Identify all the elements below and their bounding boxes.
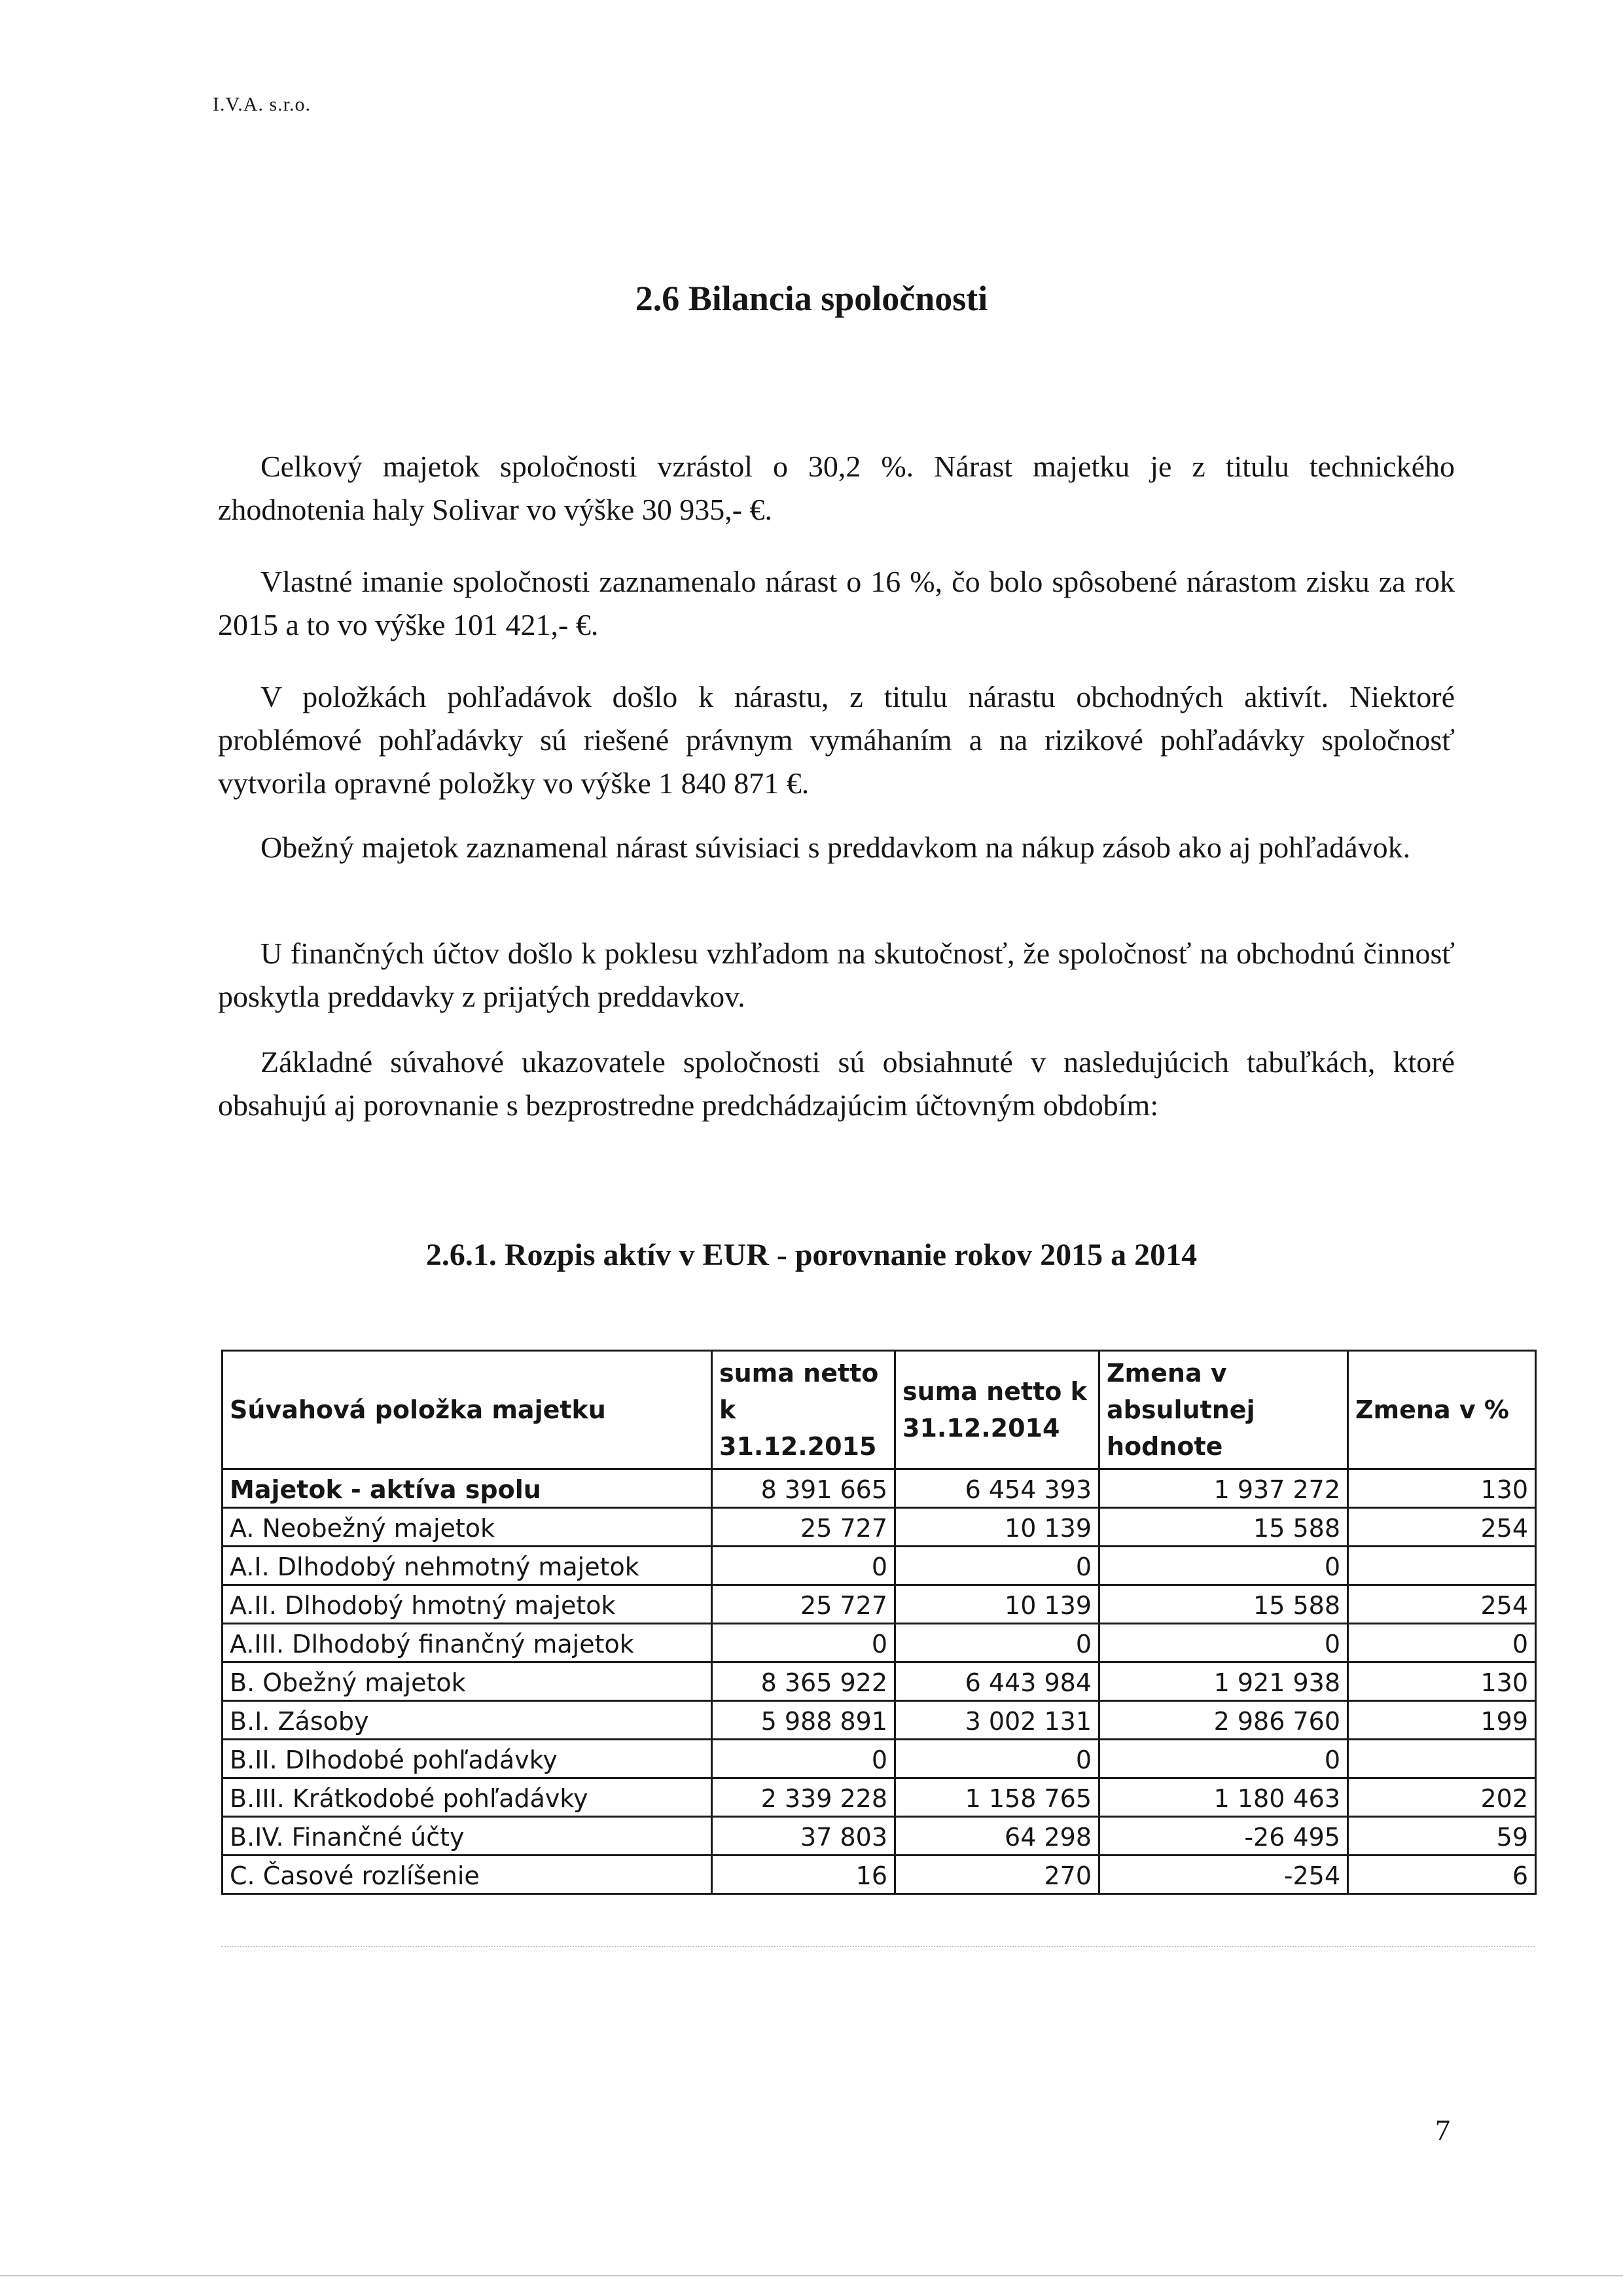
cell-pct-change: 202 (1348, 1778, 1536, 1817)
cell-2014: 0 (895, 1547, 1099, 1585)
cell-abs-change: 0 (1099, 1740, 1348, 1778)
cell-2014: 1 158 765 (895, 1778, 1099, 1817)
cell-2014: 3 002 131 (895, 1701, 1099, 1740)
scan-bottom-edge (0, 2275, 1623, 2276)
cell-pct-change: 254 (1348, 1585, 1536, 1624)
paragraph-6: Základné súvahové ukazovatele spoločnosti sú obsiahnuté v nasledujúcich tabuľkách, ktoré obsahujú aj porovnanie s bezprostredne predchádzajúcim účtovným obdobím: (218, 1045, 1455, 1122)
cell-2014: 10 139 (895, 1585, 1099, 1624)
table-header-row (223, 1351, 1536, 1469)
cell-abs-change: 2 986 760 (1099, 1701, 1348, 1740)
cell-2015: 8 391 665 (712, 1469, 895, 1508)
cell-2015: 0 (712, 1624, 895, 1662)
cell-2014: 270 (895, 1856, 1099, 1894)
cell-abs-change: 15 588 (1099, 1585, 1348, 1624)
cell-pct-change (1348, 1547, 1536, 1585)
row-label: Majetok - aktíva spolu (223, 1469, 712, 1508)
row-label: A. Neobežný majetok (223, 1508, 712, 1547)
table-row (223, 1585, 1536, 1624)
table-row (223, 1817, 1536, 1856)
table-row (223, 1469, 1536, 1508)
cell-pct-change: 59 (1348, 1817, 1536, 1856)
table-row (223, 1508, 1536, 1547)
paragraph-4: Obežný majetok zaznamenal nárast súvisiaci s preddavkom na nákup zásob ako aj pohľadávok. (260, 831, 1411, 864)
cell-2015: 25 727 (712, 1585, 895, 1624)
balance-table (221, 1350, 1537, 1895)
table-row (223, 1547, 1536, 1585)
row-label: A.III. Dlhodobý finančný majetok (223, 1624, 712, 1662)
paragraph-2: Vlastné imanie spoločnosti zaznamenalo nárast o 16 %, čo bolo spôsobené nárastom zisku za rok 2015 a to vo výške 101 421,- €. (218, 565, 1455, 641)
cell-2015: 0 (712, 1740, 895, 1778)
cell-pct-change: 0 (1348, 1624, 1536, 1662)
cell-abs-change: 0 (1099, 1547, 1348, 1585)
paragraph-1: Celkový majetok spoločnosti vzrástol o 30,2 %. Nárast majetku je z titulu technického zhodnotenia haly Solivar vo výške 30 935,- €. (218, 450, 1455, 526)
cell-pct-change: 130 (1348, 1469, 1536, 1508)
row-label: B.I. Zásoby (223, 1701, 712, 1740)
table-row (223, 1740, 1536, 1778)
table-row (223, 1778, 1536, 1817)
cell-2015: 2 339 228 (712, 1778, 895, 1817)
table-row (223, 1701, 1536, 1740)
cell-2014: 6 454 393 (895, 1469, 1099, 1508)
row-label: C. Časové rozlíšenie (223, 1856, 712, 1894)
table-row (223, 1856, 1536, 1894)
section-title: 2.6 Bilancia spoločnosti (635, 279, 988, 318)
cell-pct-change: 130 (1348, 1662, 1536, 1701)
cell-abs-change: 1 921 938 (1099, 1662, 1348, 1701)
cell-abs-change: -254 (1099, 1856, 1348, 1894)
cell-pct-change (1348, 1740, 1536, 1778)
col-header-item: Súvahová položka majetku (223, 1351, 712, 1469)
row-label: B. Obežný majetok (223, 1662, 712, 1701)
row-label: B.III. Krátkodobé pohľadávky (223, 1778, 712, 1817)
col-header-abs-change: Zmena v absulutnej hodnote (1099, 1351, 1348, 1469)
cell-2014: 0 (895, 1624, 1099, 1662)
company-header: I.V.A. s.r.o. (213, 94, 311, 115)
cell-abs-change: 1 937 272 (1099, 1469, 1348, 1508)
paragraph-3: V položkách pohľadávok došlo k nárastu, z titulu nárastu obchodných aktivít. Niektoré problémové pohľadávky sú riešené právnym vymáhaním a na rizikové pohľadávky spoločnosť vytvorila opravné položky vo výške 1 840 871 €. (218, 680, 1455, 800)
cell-abs-change: -26 495 (1099, 1817, 1348, 1856)
cell-pct-change: 199 (1348, 1701, 1536, 1740)
cell-2015: 16 (712, 1856, 895, 1894)
cell-pct-change: 6 (1348, 1856, 1536, 1894)
cell-abs-change: 1 180 463 (1099, 1778, 1348, 1817)
paragraph-5: U finančných účtov došlo k poklesu vzhľadom na skutočnosť, že spoločnosť na obchodnú činnosť poskytla preddavky z prijatých preddavkov. (218, 937, 1455, 1013)
cell-2015: 0 (712, 1547, 895, 1585)
cell-abs-change: 15 588 (1099, 1508, 1348, 1547)
row-label: A.II. Dlhodobý hmotný majetok (223, 1585, 712, 1624)
row-label: B.II. Dlhodobé pohľadávky (223, 1740, 712, 1778)
cell-2015: 25 727 (712, 1508, 895, 1547)
cell-2015: 5 988 891 (712, 1701, 895, 1740)
cell-2014: 64 298 (895, 1817, 1099, 1856)
cell-pct-change: 254 (1348, 1508, 1536, 1547)
cell-2014: 6 443 984 (895, 1662, 1099, 1701)
row-label: B.IV. Finančné účty (223, 1817, 712, 1856)
table-row (223, 1662, 1536, 1701)
col-header-pct-change: Zmena v % (1348, 1351, 1536, 1469)
row-label: A.I. Dlhodobý nehmotný majetok (223, 1547, 712, 1585)
table-title: 2.6.1. Rozpis aktív v EUR - porovnanie rokov 2015 a 2014 (425, 1238, 1198, 1272)
cell-2014: 0 (895, 1740, 1099, 1778)
cell-2015: 37 803 (712, 1817, 895, 1856)
page-number: 7 (1435, 2113, 1450, 2147)
col-header-2014: suma netto k 31.12.2014 (895, 1351, 1099, 1469)
col-header-2015: suma netto k 31.12.2015 (712, 1351, 895, 1469)
table-row (223, 1624, 1536, 1662)
cell-2014: 10 139 (895, 1508, 1099, 1547)
cell-2015: 8 365 922 (712, 1662, 895, 1701)
table-bottom-dotted-edge (221, 1921, 1535, 1947)
cell-abs-change: 0 (1099, 1624, 1348, 1662)
